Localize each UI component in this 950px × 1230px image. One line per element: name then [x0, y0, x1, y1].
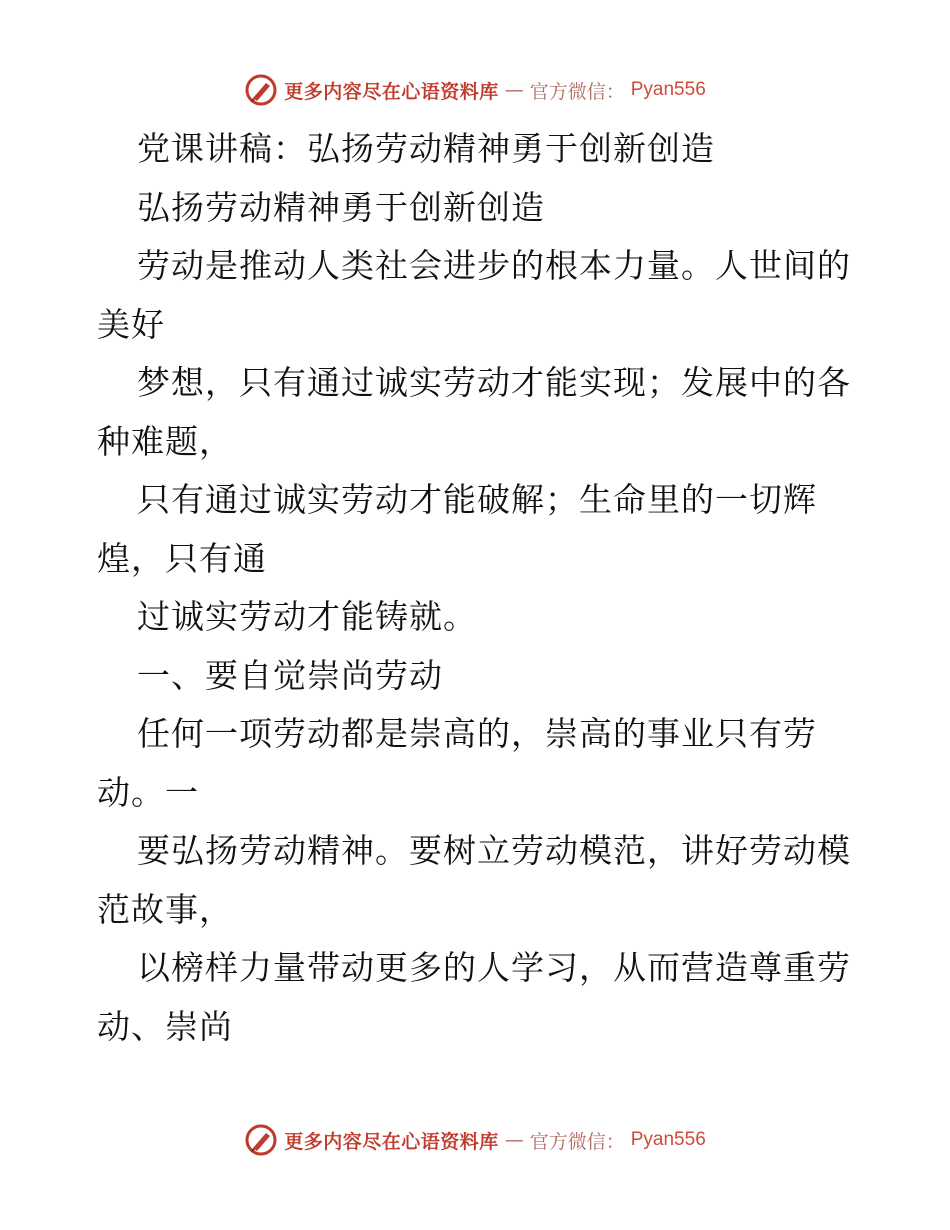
section-heading: 一、要自觉崇尚劳动	[137, 655, 443, 695]
watermark-dash: —	[504, 79, 524, 101]
paragraph-line: 梦想，只有通过诚实劳动才能实现；发展中的各	[137, 363, 851, 402]
watermark-wechat-label: 官方微信：	[529, 80, 625, 103]
footer-watermark	[0, 1120, 950, 1160]
paragraph-line: 动。一	[97, 772, 199, 812]
paragraph-line: 范故事，	[97, 889, 233, 929]
paragraph-line: 煌，只有通	[97, 538, 267, 578]
paragraph-line: 动、崇尚	[97, 1006, 233, 1046]
watermark-wechat-id: Pyan556	[630, 1129, 706, 1150]
watermark-wechat-label: 官方微信：	[529, 1130, 625, 1153]
paragraph-line: 种难题，	[97, 421, 233, 461]
document-subtitle: 弘扬劳动精神勇于创新创造	[137, 187, 545, 227]
watermark-text: 更多内容尽在心语资料库	[284, 80, 499, 103]
pen-logo-icon	[244, 1123, 278, 1157]
paragraph-line: 过诚实劳动才能铸就。	[137, 597, 477, 636]
watermark-dash: —	[504, 1129, 524, 1151]
paragraph-line: 要弘扬劳动精神。要树立劳动模范，讲好劳动模	[137, 831, 851, 870]
paragraph-line: 任何一项劳动都是崇高的，崇高的事业只有劳	[137, 714, 817, 753]
paragraph-line: 以榜样力量带动更多的人学习，从而营造尊重劳	[137, 948, 851, 987]
document-body	[97, 120, 857, 1056]
pen-logo-icon	[244, 73, 278, 107]
paragraph-line: 劳动是推动人类社会进步的根本力量。人世间的	[137, 246, 851, 285]
document-title: 党课讲稿：弘扬劳动精神勇于创新创造	[137, 129, 715, 168]
header-watermark	[0, 70, 950, 110]
paragraph-line: 只有通过诚实劳动才能破解；生命里的一切辉	[137, 480, 817, 519]
paragraph-line: 美好	[97, 304, 165, 344]
watermark-text: 更多内容尽在心语资料库	[284, 1130, 499, 1153]
watermark-wechat-id: Pyan556	[630, 79, 706, 100]
